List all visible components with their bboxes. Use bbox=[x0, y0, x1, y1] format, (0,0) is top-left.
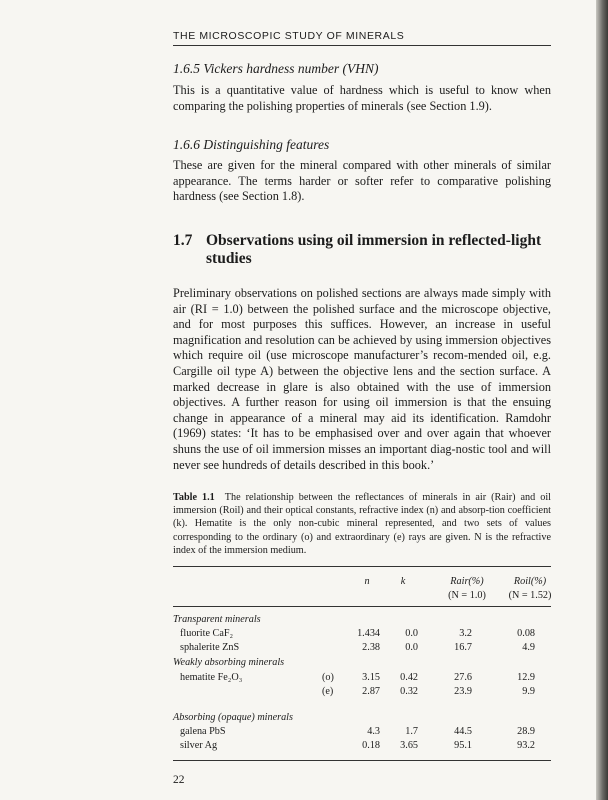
row-rair: 95.1 bbox=[454, 740, 472, 751]
row-ray: (o) bbox=[322, 672, 334, 683]
col-header-n: n bbox=[364, 576, 370, 587]
book-spine-shadow bbox=[596, 0, 608, 800]
row-roil: 4.9 bbox=[522, 642, 535, 653]
row-k: 0.42 bbox=[400, 672, 418, 683]
col-header-rair-sub: (N = 1.0) bbox=[448, 590, 486, 601]
section-1-7-number: 1.7 bbox=[173, 232, 193, 249]
table-caption-text: The relationship between the reflectances of minerals in air (Rair) and oil immersion (Roil) and their optical constants, refractive index (n) and absorp-tion coefficient (k). Hematite is the only non-cubic mineral represented, and two sets of values corresponding to the ordinary (o) and extraordinary (e) rays are given. N is the refractive index of the immersion medium. bbox=[173, 492, 551, 556]
table-header-rule bbox=[173, 606, 551, 607]
row-k: 3.65 bbox=[400, 740, 418, 751]
row-n: 4.3 bbox=[367, 726, 380, 737]
table-bottom-rule bbox=[173, 760, 551, 761]
col-header-roil: Roil(%) bbox=[513, 576, 547, 587]
row-roil: 93.2 bbox=[517, 740, 535, 751]
table-caption bbox=[173, 491, 551, 557]
row-mineral: galena PbS bbox=[180, 726, 226, 737]
row-mineral: silver Ag bbox=[180, 740, 218, 751]
page-number: 22 bbox=[173, 774, 185, 786]
col-header-roil-sub: (N = 1.52) bbox=[508, 590, 552, 601]
row-n: 2.87 bbox=[362, 686, 380, 697]
row-k: 0.0 bbox=[405, 628, 418, 639]
section-1-6-5-heading: 1.6.5 Vickers hardness number (VHN) bbox=[173, 61, 379, 76]
row-roil: 12.9 bbox=[517, 672, 535, 683]
row-mineral: fluorite CaF₂ bbox=[180, 628, 234, 639]
running-head: THE MICROSCOPIC STUDY OF MINERALS bbox=[173, 30, 551, 46]
row-rair: 27.6 bbox=[454, 672, 472, 683]
row-n: 1.434 bbox=[357, 628, 380, 639]
row-roil: 0.08 bbox=[517, 628, 535, 639]
table-group-title: Weakly absorbing minerals bbox=[173, 657, 285, 668]
row-n: 0.18 bbox=[362, 740, 380, 751]
row-rair: 3.2 bbox=[459, 628, 472, 639]
row-mineral: hematite Fe₂O₃ bbox=[180, 672, 243, 683]
row-rair: 23.9 bbox=[454, 686, 472, 697]
row-ray: (e) bbox=[322, 686, 334, 697]
section-1-7-text: Preliminary observations on polished sections are always made simply with air (RI = 1.0) between the polished surface and the microscope objective, and for most purposes this suffices. However, an increase in useful magnification and resolution can be achieved by using immersion objectives which require oil (use microscope manufacturer’s recom-mended oil, e.g. Cargille oil type A) between the objective lens and the section surface. A marked decrease in glare is also obtained with the use of immersion objectives. A further reason for using oil immersion is that the ensuing change in appearance of a mineral may aid its identification. Ramdohr (1969) states: ‘It has to be emphasised over and over again that whoever shuns the use of oil immersion misses an important diag-nostic tool and will never see hundreds of details described in this book.’ bbox=[173, 286, 551, 472]
row-rair: 44.5 bbox=[454, 726, 472, 737]
row-k: 0.32 bbox=[400, 686, 418, 697]
row-mineral: sphalerite ZnS bbox=[180, 642, 240, 653]
row-n: 3.15 bbox=[362, 672, 380, 683]
col-header-rair: Rair(%) bbox=[450, 576, 484, 587]
row-n: 2.38 bbox=[362, 642, 380, 653]
row-roil: 28.9 bbox=[517, 726, 535, 737]
section-1-6-6-text: These are given for the mineral compared with other minerals of similar appearance. The terms harder or softer refer to comparative polishing hardness (see Section 1.8). bbox=[173, 158, 551, 204]
col-header-k: k bbox=[400, 576, 406, 587]
row-rair: 16.7 bbox=[454, 642, 472, 653]
row-k: 1.7 bbox=[405, 726, 418, 737]
row-roil: 9.9 bbox=[522, 686, 535, 697]
section-1-7-title: Observations using oil immersion in reflected-light studies bbox=[206, 232, 542, 267]
table-group-title: Absorbing (opaque) minerals bbox=[173, 712, 293, 723]
section-1-6-6-heading: 1.6.6 Distinguishing features bbox=[173, 137, 330, 152]
section-1-6-5-text: This is a quantitative value of hardness which is useful to know when comparing the polishing properties of minerals (see Section 1.9). bbox=[173, 83, 551, 113]
table-label: Table 1.1 bbox=[173, 492, 215, 503]
row-k: 0.0 bbox=[405, 642, 418, 653]
table-group-title: Transparent minerals bbox=[173, 614, 261, 625]
table-top-rule bbox=[173, 566, 551, 567]
